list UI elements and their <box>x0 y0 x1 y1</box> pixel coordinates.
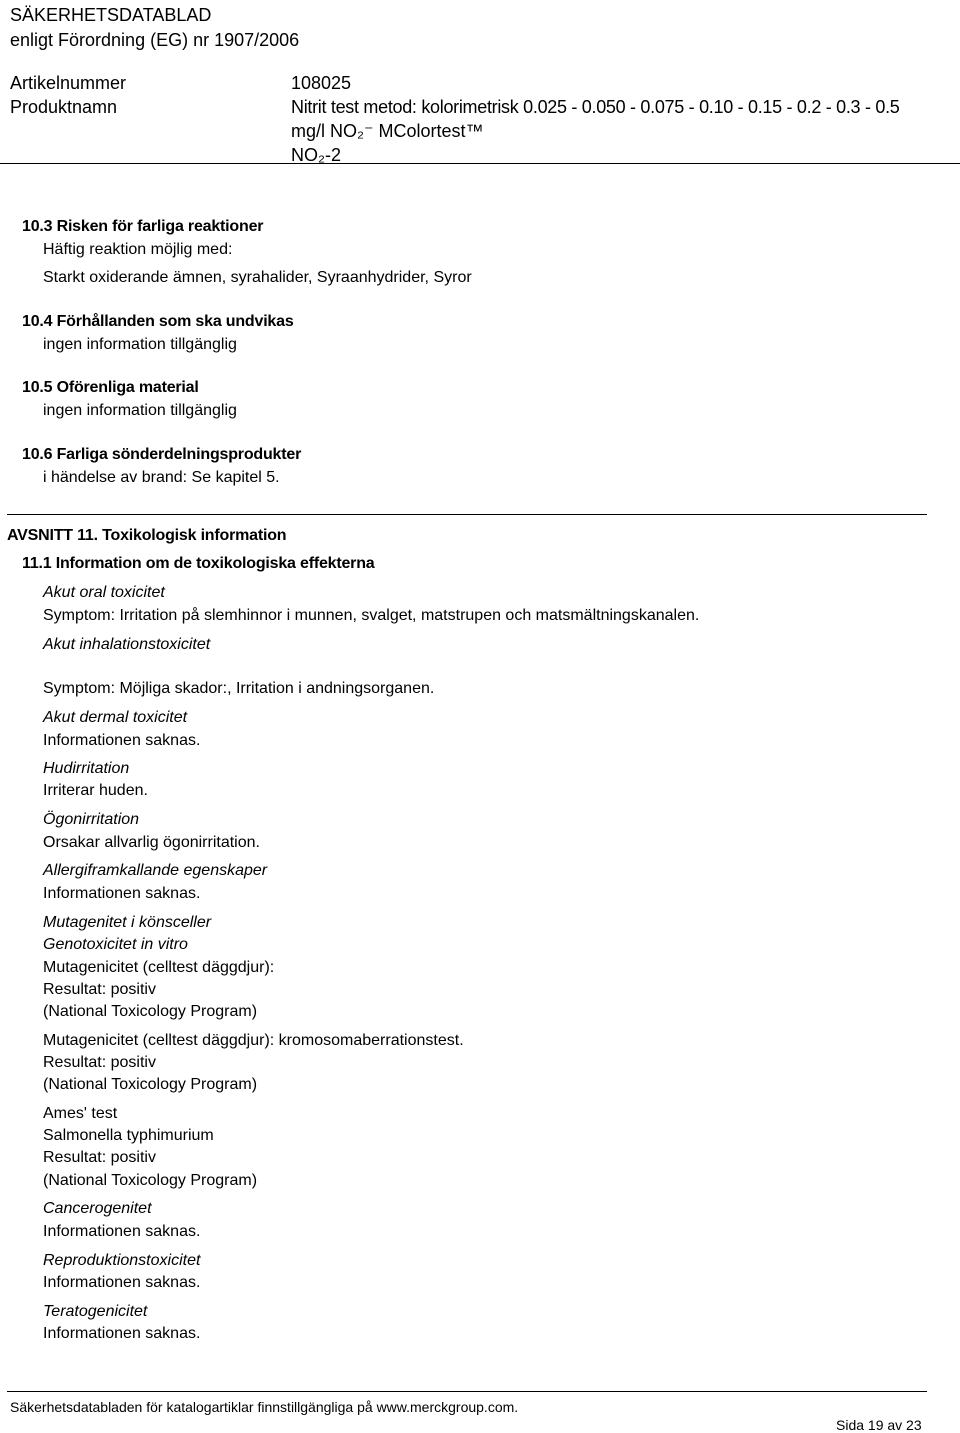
section-10-3-heading: 10.3 Risken för farliga reaktioner <box>22 218 264 235</box>
section-10-5-heading: 10.5 Oförenliga material <box>22 379 199 396</box>
carcinogenicity-label: Cancerogenitet <box>43 1200 152 1217</box>
acute-dermal-text: Informationen saknas. <box>43 732 201 749</box>
allergy-label: Allergiframkallande egenskaper <box>43 862 268 879</box>
section-10-3-line1: Häftig reaktion möjlig med: <box>43 241 233 258</box>
teratogenicity-label: Teratogenicitet <box>43 1303 148 1320</box>
acute-oral-text: Symptom: Irritation på slemhinnor i munnen, svalget, matstrupen och matsmältningskanalen. <box>43 607 700 624</box>
germ-cell-mutagenicity-label: Mutagenitet i könsceller <box>43 914 212 931</box>
reproductive-toxicity-label: Reproduktionstoxicitet <box>43 1252 201 1269</box>
acute-dermal-label: Akut dermal toxicitet <box>43 709 188 726</box>
product-name-line2: mg/l NO₂⁻ MColortest™ <box>291 121 484 141</box>
eye-irritation-text: Orsakar allvarlig ögonirritation. <box>43 834 260 851</box>
section-10-6-heading: 10.6 Farliga sönderdelningsprodukter <box>22 446 302 463</box>
section-10-3-line2: Starkt oxiderande ämnen, syrahalider, Syraanhydrider, Syror <box>43 269 472 286</box>
product-name-label: Produktnamn <box>10 97 118 117</box>
allergy-text: Informationen saknas. <box>43 885 201 902</box>
acute-oral-label: Akut oral toxicitet <box>43 584 165 601</box>
reproductive-toxicity-text: Informationen saknas. <box>43 1274 201 1291</box>
mutagenicity-1-line3: (National Toxicology Program) <box>43 1003 258 1020</box>
mutagenicity-1-line1: Mutagenicitet (celltest däggdjur): <box>43 959 275 976</box>
ames-test-line4: (National Toxicology Program) <box>43 1172 258 1189</box>
section-10-4-heading: 10.4 Förhållanden som ska undvikas <box>22 313 294 330</box>
section-10-5-text: ingen information tillgänglig <box>43 402 237 419</box>
carcinogenicity-text: Informationen saknas. <box>43 1223 201 1240</box>
teratogenicity-text: Informationen saknas. <box>43 1325 201 1342</box>
header-divider <box>0 163 960 164</box>
eye-irritation-label: Ögonirritation <box>43 811 140 828</box>
section-10-4-text: ingen information tillgänglig <box>43 336 237 353</box>
genotoxicity-label: Genotoxicitet in vitro <box>43 936 188 953</box>
page-number: Sida 19 av 23 <box>836 1417 922 1433</box>
regulation-text: enligt Förordning (EG) nr 1907/2006 <box>10 30 300 50</box>
footer-divider <box>7 1391 927 1392</box>
skin-irritation-label: Hudirritation <box>43 760 130 777</box>
mutagenicity-2-line1: Mutagenicitet (celltest däggdjur): kromosomaberrationstest. <box>43 1032 464 1049</box>
ames-test-line1: Ames' test <box>43 1105 118 1122</box>
mutagenicity-2-line3: (National Toxicology Program) <box>43 1076 258 1093</box>
section-11-divider <box>7 514 927 515</box>
article-number-value: 108025 <box>291 73 352 93</box>
ames-test-line3: Resultat: positiv <box>43 1149 156 1166</box>
article-number-label: Artikelnummer <box>10 73 127 93</box>
mutagenicity-1-line2: Resultat: positiv <box>43 981 156 998</box>
footer-note: Säkerhetsdatabladen för katalogartiklar finnstillgängliga på www.merckgroup.com. <box>10 1399 519 1415</box>
product-name-line1: Nitrit test metod: kolorimetrisk 0.025 - 0.050 - 0.075 - 0.10 - 0.15 - 0.2 - 0.3 - 0.5 <box>291 97 900 117</box>
acute-inhalation-text: Symptom: Möjliga skador:, Irritation i andningsorganen. <box>43 680 435 697</box>
section-11-heading: AVSNITT 11. Toxikologisk information <box>7 527 287 544</box>
ames-test-line2: Salmonella typhimurium <box>43 1127 214 1144</box>
skin-irritation-text: Irriterar huden. <box>43 782 148 799</box>
document-title: SÄKERHETSDATABLAD <box>10 5 212 25</box>
section-10-6-text: i händelse av brand: Se kapitel 5. <box>43 469 280 486</box>
acute-inhalation-label: Akut inhalationstoxicitet <box>43 636 211 653</box>
section-11-1-heading: 11.1 Information om de toxikologiska effekterna <box>22 555 375 572</box>
mutagenicity-2-line2: Resultat: positiv <box>43 1054 156 1071</box>
product-name-line3: NO₂-2 <box>291 145 341 165</box>
